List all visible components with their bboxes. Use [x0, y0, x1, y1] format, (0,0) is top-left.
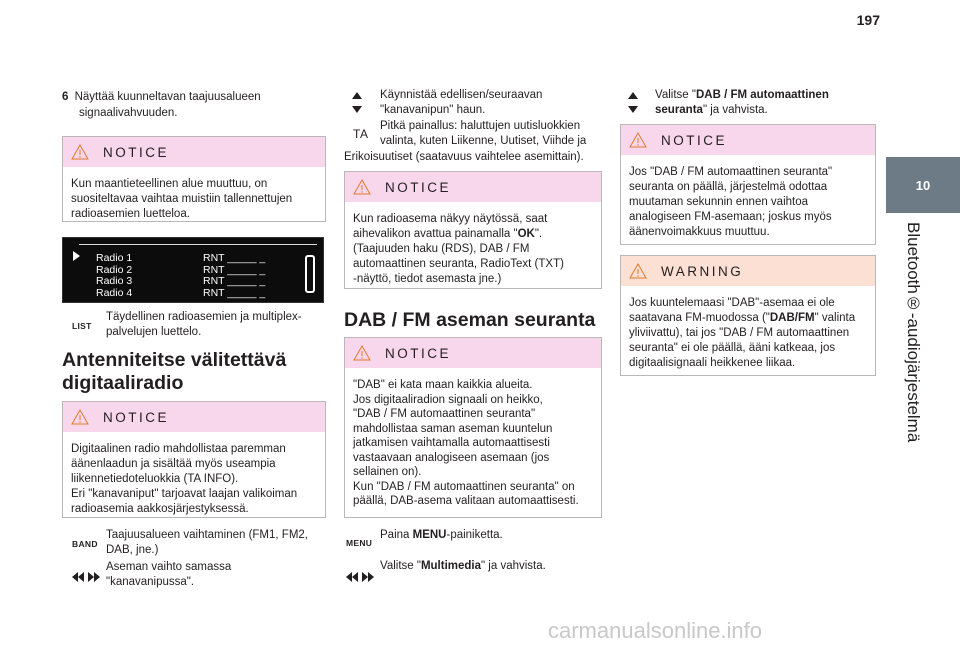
warning-header — [621, 256, 875, 286]
notice-box-3 — [344, 171, 602, 289]
warning-triangle-icon — [71, 409, 89, 425]
page-number: 197 — [856, 12, 880, 28]
notice-box-5 — [620, 124, 876, 245]
list-button-icon: LIST — [72, 321, 92, 331]
text-line: palvelujen luettelo. — [106, 326, 202, 338]
warning-line — [629, 311, 867, 326]
notice-line: vastaavaan analogiseen asemaan (jos — [353, 451, 550, 464]
seek-description — [106, 560, 231, 590]
seek-arrows-icon — [346, 572, 374, 582]
notice-line: mahdollistaa saman aseman kuuntelun — [353, 422, 553, 435]
notice-line: Jos "DAB / FM automaattinen seuranta" — [629, 166, 833, 178]
notice-header — [63, 137, 325, 167]
watermark: carmanualsonline.info — [548, 618, 763, 643]
notice-line: päällä, DAB-asema valitaan automaattisesti. — [353, 495, 579, 507]
item-6-text-continued: signaalivahvuuden. — [79, 107, 178, 119]
notice-line: radioasemia aakkosjärjestyksessä. — [71, 503, 249, 515]
heading-line: Antenniteitse välitettävä — [62, 349, 287, 371]
notice-line: Jos digitaaliradion signaali on heikko, — [353, 393, 543, 406]
menu-instruction — [380, 528, 503, 543]
list-description — [106, 310, 302, 340]
station-name: Radio 4 — [96, 286, 133, 299]
ta-description-continued: Erikoisuutiset (saatavuus vaihtelee asemittain). — [344, 151, 584, 163]
warning-line: yliviivattu), tai jos "DAB / FM automaattinen — [629, 327, 850, 339]
band-button-icon: BAND — [72, 539, 98, 549]
updown-description — [380, 88, 542, 118]
text-bold: DAB / FM automaattinen — [695, 89, 829, 101]
text-fragment: " ja vahvista. — [702, 104, 768, 116]
station-name: Radio 3 — [96, 275, 133, 287]
ta-description — [380, 119, 586, 149]
menu-button-icon: MENU — [346, 538, 373, 548]
warning-title: WARNING — [661, 263, 744, 279]
text-line: valinta, kuten Liikenne, Uutiset, Viihde ja — [380, 135, 587, 147]
station-names — [96, 253, 132, 299]
text-line: Pitkä painallus: haluttujen uutisluokkien — [380, 120, 581, 132]
notice-line: -näyttö, tiedot asemasta jne.) — [353, 273, 502, 285]
notice-line: jatkamisen vaihtamalla automaattisesti — [353, 437, 550, 449]
warning-line: digitaalisignaali heikkenee liikaa. — [629, 357, 796, 369]
notice-body — [63, 167, 325, 230]
item-text: Näyttää kuunneltavan taajuusalueen — [74, 91, 261, 103]
notice-header — [345, 338, 601, 368]
chapter-title: Bluetooth®-audiojärjestelmä — [904, 222, 923, 443]
station-name: Radio 2 — [96, 263, 133, 276]
warning-line: seuranta" ei ole päällä, ääni katkeaa, jos — [629, 342, 836, 354]
text-fragment: " ja vahvista. — [481, 560, 546, 572]
item-6 — [62, 90, 261, 105]
notice-line: Kun maantieteellinen alue muuttuu, on — [71, 178, 268, 190]
station-rnt: RNT _____ _ — [203, 275, 266, 287]
text-fragment: " valinta — [814, 312, 856, 324]
warning-triangle-icon — [353, 179, 371, 195]
notice-line: radioasemien luetteloa. — [71, 208, 190, 220]
item-number: 6 — [62, 91, 69, 103]
multimedia-instruction — [380, 559, 546, 574]
warning-triangle-icon — [353, 345, 371, 361]
notice-line: aihevalikon avattua painamalla "OK". — [353, 228, 543, 240]
notice-line: "DAB / FM automaattinen seuranta" — [353, 408, 536, 420]
notice-line: liikennetiedoteluokkia (TA INFO). — [71, 473, 239, 485]
notice-line: automaattinen seuranta, RadioText (TXT) — [353, 258, 564, 270]
station-rnt: RNT _____ _ — [203, 263, 266, 276]
notice-body — [63, 432, 325, 525]
warning-triangle-icon — [71, 144, 89, 160]
warning-body — [621, 286, 875, 379]
warning-line: Jos kuuntelemaasi "DAB"-asemaa ei ole — [629, 297, 835, 309]
chapter-tab[interactable]: 10 — [886, 157, 960, 213]
notice-line: Kun radioasema näkyy näytössä, saat — [353, 213, 548, 225]
text-bold: Multimedia — [420, 560, 482, 572]
ta-button-icon: TA — [353, 127, 369, 141]
text-bold: seuranta — [655, 104, 703, 116]
notice-body — [621, 155, 875, 248]
notice-line: Digitaalinen radio mahdollistaa paremman — [71, 443, 286, 455]
notice-header — [345, 172, 601, 202]
notice-line: seuranta on päällä, järjestelmä odottaa — [629, 181, 828, 193]
text-fragment: Paina — [380, 529, 413, 541]
text-fragment: saatavana FM-muodossa (" — [629, 312, 770, 324]
up-down-arrows-icon — [352, 92, 362, 114]
scrollbar-icon — [305, 255, 315, 293]
radio-list-screenshot — [62, 237, 324, 303]
text-fragment: Valitse " — [380, 560, 421, 572]
station-rnt: RNT _____ _ — [203, 286, 266, 299]
notice-title: NOTICE — [385, 345, 452, 361]
notice-line: suositeltavaa vaihtaa muistiin tallennettujen — [71, 193, 293, 205]
warning-box — [620, 255, 876, 376]
notice-box-1 — [62, 136, 326, 222]
notice-line: sellainen on). — [353, 466, 422, 478]
text-line — [655, 103, 829, 118]
warning-triangle-icon — [629, 132, 647, 148]
text-fragment: -painiketta. — [446, 529, 503, 541]
text-line: Aseman vaihto samassa — [106, 561, 232, 573]
notice-title: NOTICE — [385, 179, 452, 195]
heading-line: digitaaliradio — [62, 372, 184, 394]
notice-title: NOTICE — [103, 409, 170, 425]
select-dab-fm-instruction — [655, 88, 829, 118]
station-rnt: RNT _____ _ — [203, 252, 266, 264]
text-line: Taajuusalueen vaihtaminen (FM1, FM2, — [106, 529, 308, 541]
notice-line: (Taajuuden haku (RDS), DAB / FM — [353, 243, 530, 255]
notice-header — [621, 125, 875, 155]
up-down-arrows-icon — [628, 92, 638, 114]
notice-line: Eri "kanavaniput" tarjoavat laajan valikoiman — [71, 488, 298, 500]
section-heading-digital-radio — [62, 349, 286, 395]
notice-box-2 — [62, 401, 326, 518]
text-bold: MENU — [412, 529, 447, 541]
section-heading-dab-fm: DAB / FM aseman seuranta — [344, 309, 596, 331]
text-line — [655, 88, 829, 103]
notice-box-4 — [344, 337, 602, 518]
notice-header — [63, 402, 325, 432]
text-line: "kanavanipussa". — [106, 576, 195, 588]
notice-line: "DAB" ei kata maan kaikkia alueita. — [353, 379, 533, 391]
seek-arrows-icon — [72, 572, 100, 582]
text-line: DAB, jne.) — [106, 544, 159, 556]
text-line: "kanavanipun" haun. — [380, 104, 486, 116]
notice-title: NOTICE — [103, 144, 170, 160]
station-rnt-values — [203, 253, 265, 299]
text-fragment: Valitse " — [655, 89, 696, 101]
text-line: Täydellinen radioasemien ja multiplex- — [106, 311, 302, 323]
notice-line: äänenvoimakkuus muuttuu. — [629, 226, 770, 238]
notice-title: NOTICE — [661, 132, 728, 148]
divider — [79, 244, 317, 245]
band-description — [106, 528, 308, 558]
notice-line: Kun "DAB / FM automaattinen seuranta" on — [353, 480, 575, 493]
text-bold: DAB/FM — [769, 312, 815, 324]
notice-body — [345, 202, 601, 295]
notice-line: äänenlaadun ja sisältää myös useampia — [71, 458, 276, 470]
notice-line: muutaman sekunnin ennen vaihtoa — [629, 196, 809, 208]
notice-line: analogiseen FM-asemaan; joskus myös — [629, 211, 832, 223]
play-icon — [73, 251, 80, 261]
notice-body — [345, 368, 601, 517]
station-name: Radio 1 — [96, 252, 133, 264]
warning-triangle-icon — [629, 263, 647, 279]
text-line: Käynnistää edellisen/seuraavan — [380, 89, 543, 101]
